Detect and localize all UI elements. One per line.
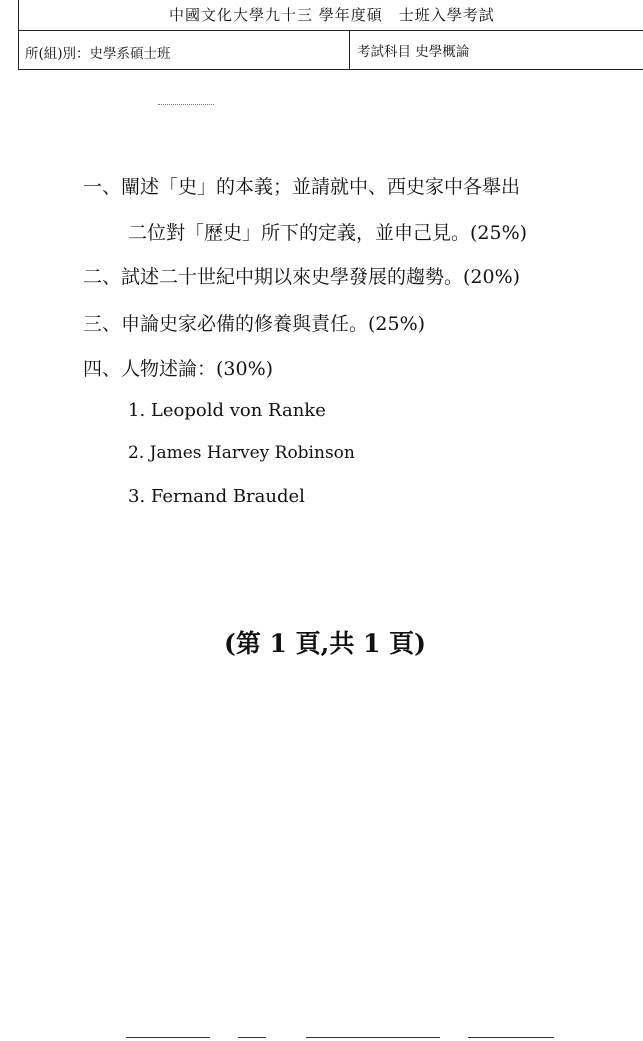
scan-speck	[158, 104, 214, 107]
person-item: 2. James Harvey Robinson	[128, 443, 355, 463]
question-4: 四、人物述論：(30%)	[83, 358, 274, 380]
person-item: 3. Fernand Braudel	[128, 486, 305, 507]
header-rule	[19, 30, 643, 31]
exam-title: 中國文化大學九十三 學年度碩 士班入學考試	[169, 6, 495, 24]
question-1: 一、闡述「史」的本義；並請就中、西史家中各舉出	[83, 176, 521, 198]
scan-edge-line	[468, 1037, 554, 1038]
question-3: 三、申論史家必備的修養與責任。(25%)	[83, 313, 426, 335]
header-divider	[349, 30, 350, 69]
scan-edge-line	[238, 1037, 266, 1038]
person-item: 1. Leopold von Ranke	[128, 400, 326, 421]
department-field: 所(組)別：史學系碩士班	[25, 46, 171, 62]
page-number: (第 1 頁,共 1 頁)	[224, 629, 426, 658]
scan-edge-line	[126, 1037, 210, 1038]
scan-edge-line	[306, 1037, 440, 1038]
question-1-continued: 二位對「歷史」所下的定義，並申己見。(25%)	[128, 222, 528, 244]
question-2: 二、試述二十世紀中期以來史學發展的趨勢。(20%)	[83, 266, 521, 288]
exam-header	[18, 0, 643, 70]
subject-field: 考試科目 史學概論	[357, 44, 470, 60]
